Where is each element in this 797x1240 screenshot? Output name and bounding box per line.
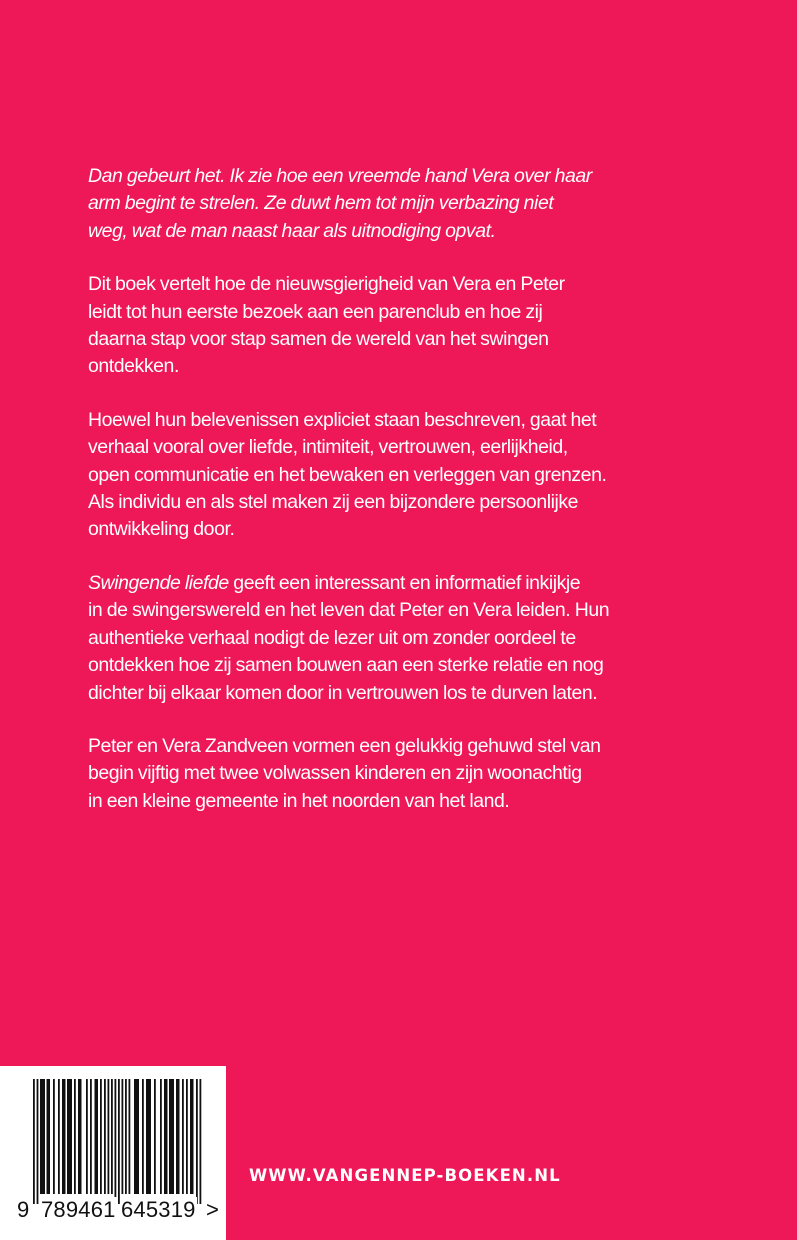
description-paragraph-2 (88, 407, 728, 544)
blurb-text (88, 163, 728, 841)
text-line: dichter bij elkaar komen door in vertrouwen los te durven laten. (88, 681, 598, 704)
text-line: ontdekken. (88, 355, 179, 378)
text-line: authentieke verhaal nodigt de lezer uit om zonder oordeel te (88, 626, 576, 649)
text-line: in een kleine gemeente in het noorden van het land. (88, 789, 510, 812)
excerpt-paragraph (88, 163, 728, 245)
description-paragraph-3 (88, 570, 728, 707)
isbn-lead-digit: 9 (17, 1197, 30, 1222)
text-line: begin vijftig met twee volwassen kinderen en zijn woonachtig (88, 762, 582, 785)
isbn-barcode (0, 1066, 226, 1240)
publisher-website: WWW.VANGENNEP-BOEKEN.NL (249, 1166, 561, 1185)
text-line: verhaal vooral over liefde, intimiteit, vertrouwen, eerlijkheid, (88, 436, 568, 459)
text-line: Hoewel hun belevenissen expliciet staan beschreven, gaat het (88, 408, 597, 431)
book-title-italic: Swingende liefde (88, 571, 229, 594)
quiet-zone-marker: > (206, 1197, 220, 1222)
author-bio-paragraph (88, 733, 728, 815)
text-line: Peter en Vera Zandveen vormen een gelukkig gehuwd stel van (88, 734, 601, 757)
text-line: Dit boek vertelt hoe de nieuwsgierigheid van Vera en Peter (88, 273, 565, 296)
text-line: daarna stap voor stap samen de wereld van het swingen (88, 328, 549, 351)
text-line: ontdekken hoe zij samen bouwen aan een sterke relatie en nog (88, 654, 604, 677)
isbn-left-group: 789461 (41, 1197, 116, 1222)
text-line: ontwikkeling door. (88, 518, 235, 541)
text-line: leidt tot hun eerste bezoek aan een parenclub en hoe zij (88, 300, 543, 323)
text-line: Als individu en als stel maken zij een bijzondere persoonlijke (88, 491, 579, 514)
text-line: Dan gebeurt het. Ik zie hoe een vreemde hand Vera over haar (88, 165, 592, 187)
text-line: open communicatie en het bewaken en verleggen van grenzen. (88, 463, 607, 486)
text-fragment: geeft een interessant en informatief inkijkje (228, 571, 581, 594)
text-line: arm begint te strelen. Ze duwt hem tot mijn verbazing niet (88, 192, 554, 215)
text-line: in de swingerswereld en het leven dat Peter en Vera leiden. Hun (88, 599, 610, 622)
barcode-bars-graphic (33, 1079, 203, 1204)
text-line: weg, wat de man naast haar als uitnodiging opvat. (88, 219, 496, 242)
isbn-right-group: 645319 (121, 1197, 196, 1222)
text-line (88, 570, 728, 597)
description-paragraph-1 (88, 271, 728, 381)
